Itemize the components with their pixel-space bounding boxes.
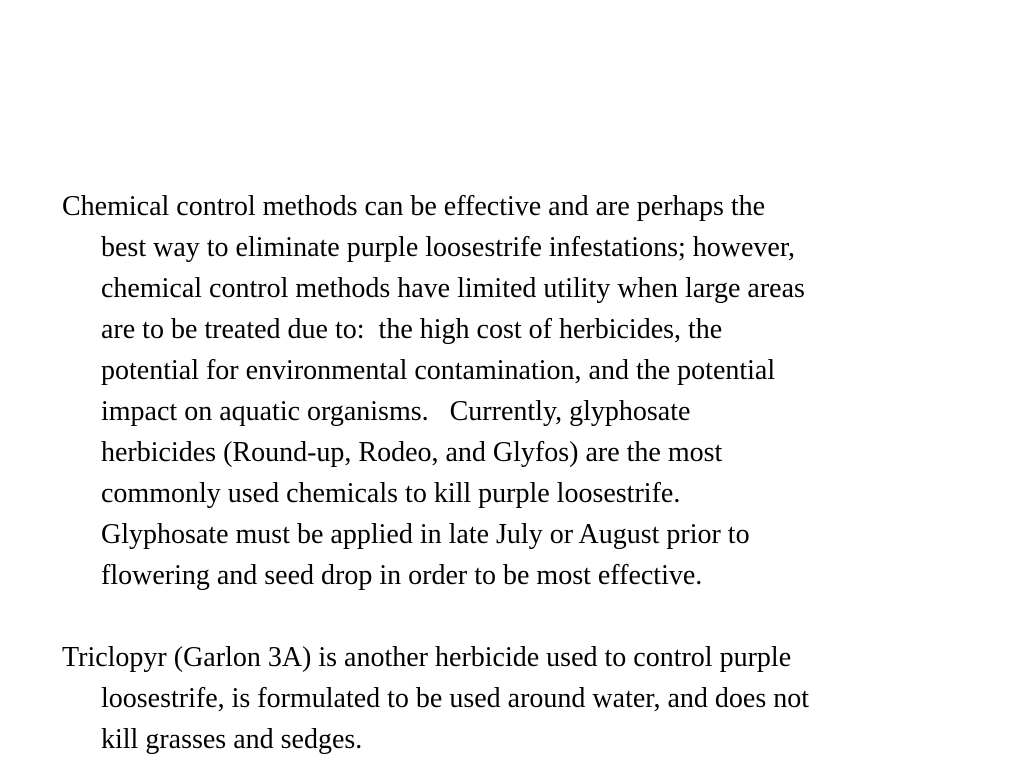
slide-body — [62, 186, 977, 768]
text-line: Triclopyr (Garlon 3A) is another herbicide used to control purple — [62, 642, 792, 673]
text-line: herbicides (Round-up, Rodeo, and Glyfos) are the most — [101, 437, 723, 468]
text-line: Glyphosate must be applied in late July or August prior to — [101, 519, 750, 550]
text-line: chemical control methods have limited utility when large areas — [101, 273, 805, 304]
text-line: commonly used chemicals to kill purple loosestrife. — [101, 478, 681, 509]
text-line: best way to eliminate purple loosestrife infestations; however, — [101, 232, 796, 263]
paragraph-chemical-control — [62, 186, 977, 596]
text-line: kill grasses and sedges. — [101, 724, 363, 755]
text-line: potential for environmental contamination, and the potential — [101, 355, 776, 386]
text-line: impact on aquatic organisms. Currently, glyphosate — [101, 396, 691, 427]
paragraph-triclopyr — [62, 637, 977, 760]
text-line: loosestrife, is formulated to be used around water, and does not — [101, 683, 810, 714]
text-line: flowering and seed drop in order to be most effective. — [101, 560, 703, 591]
text-line: are to be treated due to: the high cost of herbicides, the — [101, 314, 723, 345]
text-line: Chemical control methods can be effective and are perhaps the — [62, 191, 766, 222]
